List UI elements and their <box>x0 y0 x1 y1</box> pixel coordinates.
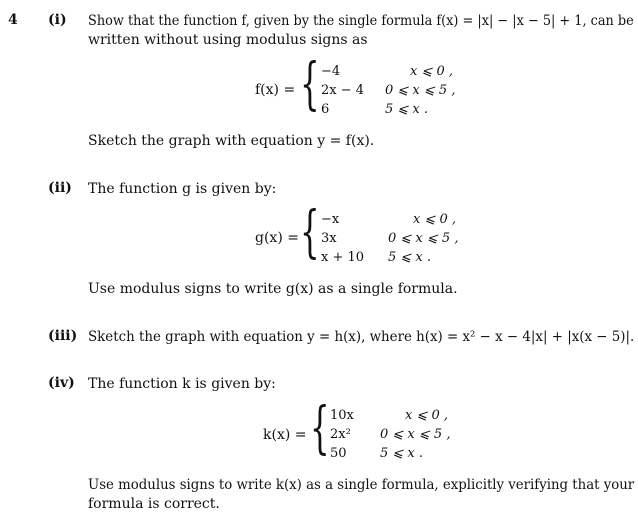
part-i-case-cond-1: x ⩽ 0 , <box>410 64 454 79</box>
part-i-lhs: f(x) = <box>255 82 296 98</box>
part-ii-lhs: g(x) = <box>255 230 299 246</box>
question-number: 4 <box>8 12 18 28</box>
part-i-case-cond-2: 0 ⩽ x ⩽ 5 , <box>385 83 456 98</box>
part-iv-case-cond-1: x ⩽ 0 , <box>405 408 449 423</box>
part-ii-case-expr-3: x + 10 <box>321 250 365 265</box>
part-iv-case-expr-1: 10x <box>330 408 354 423</box>
part-i-case-expr-3: 6 <box>321 102 330 117</box>
part-i-intro-line2: written without using modulus signs as <box>88 32 368 48</box>
part-i-case-cond-3: 5 ⩽ x . <box>385 102 429 117</box>
part-i-case-expr-1: −4 <box>321 64 341 79</box>
part-ii-brace: { <box>300 200 320 265</box>
part-iv-intro: The function k is given by: <box>88 376 276 392</box>
part-ii-case-expr-2: 3x <box>321 231 337 246</box>
part-iv-case-expr-3: 50 <box>330 446 347 461</box>
part-ii-case-expr-1: −x <box>321 212 340 227</box>
part-i-label: (i) <box>48 12 67 28</box>
part-iii-text: Sketch the graph with equation y = h(x), where h(x) = x² − x − 4|x| + |x(x − 5)|. <box>88 329 635 345</box>
part-ii-label: (ii) <box>48 180 72 196</box>
part-i-sketch: Sketch the graph with equation y = f(x). <box>88 133 375 149</box>
part-i-brace: { <box>300 52 320 117</box>
part-i-case-expr-2: 2x − 4 <box>321 83 365 98</box>
part-i-intro-line1: Show that the function f, given by the single formula f(x) = |x| − |x − 5| + 1, can be <box>88 13 634 29</box>
part-iv-label: (iv) <box>48 375 75 391</box>
part-iv-brace: { <box>310 396 330 461</box>
part-iv-lhs: k(x) = <box>263 427 307 443</box>
part-iv-case-cond-2: 0 ⩽ x ⩽ 5 , <box>380 427 451 442</box>
part-iv-instruction-line1: Use modulus signs to write k(x) as a single formula, explicitly verifying that your <box>88 477 635 493</box>
part-ii-instruction: Use modulus signs to write g(x) as a single formula. <box>88 281 458 297</box>
part-ii-case-cond-1: x ⩽ 0 , <box>413 212 457 227</box>
part-ii-case-cond-2: 0 ⩽ x ⩽ 5 , <box>388 231 459 246</box>
part-ii-intro: The function g is given by: <box>88 181 277 197</box>
part-iv-case-expr-2: 2x² <box>330 427 351 442</box>
part-ii-case-cond-3: 5 ⩽ x . <box>388 250 432 265</box>
part-iii-label: (iii) <box>48 328 78 344</box>
part-iv-case-cond-3: 5 ⩽ x . <box>380 446 424 461</box>
part-iv-instruction-line2: formula is correct. <box>88 496 220 512</box>
